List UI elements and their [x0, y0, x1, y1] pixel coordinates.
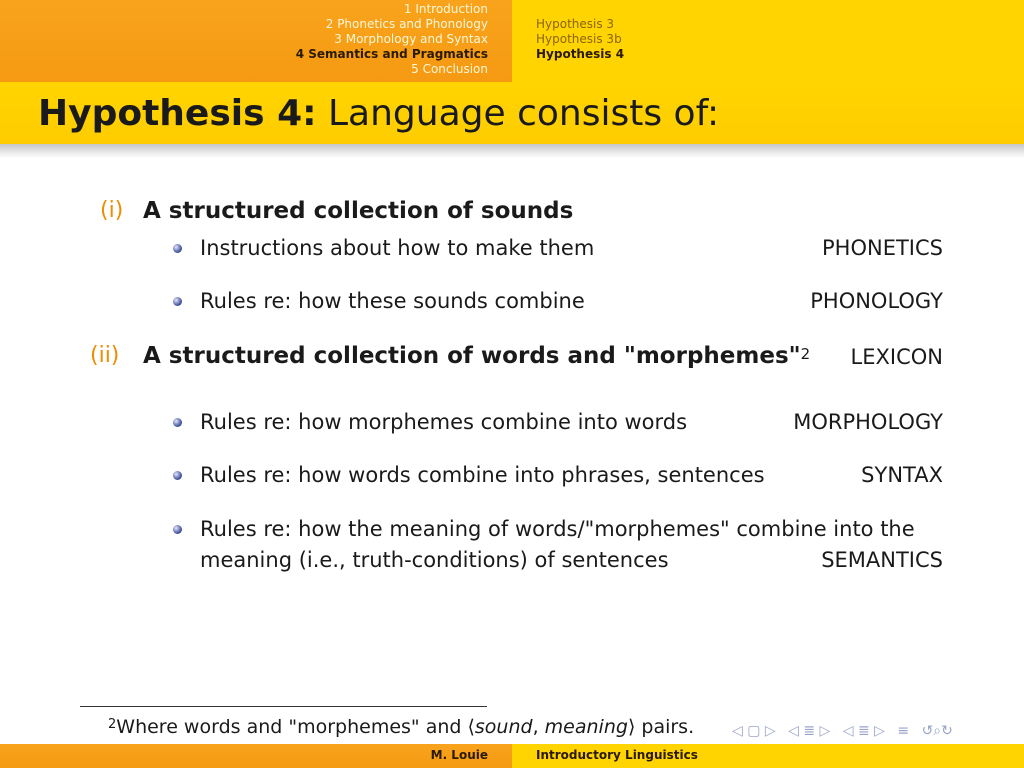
item-heading-words-text: A structured collection of words and "morphemes"	[143, 343, 801, 369]
enum-label-i: (i)	[100, 198, 124, 223]
footnote-number: 2	[108, 717, 117, 732]
bullet-icon	[173, 418, 182, 427]
footnote-meaning: meaning	[544, 716, 628, 738]
item-heading-words	[143, 343, 810, 369]
footnote-text-before: Where words and "morphemes" and ⟨	[116, 716, 475, 738]
item-heading-sounds: A structured collection of sounds	[143, 198, 574, 224]
enum-label-ii: (ii)	[90, 343, 120, 368]
nav-section-morphology[interactable]: 3 Morphology and Syntax	[334, 32, 488, 46]
section-nav-icon[interactable]: ◁ ≣ ▷	[842, 723, 885, 739]
footer-author-bar	[0, 744, 512, 768]
bullet-text-semantics-line2: meaning (i.e., truth-conditions) of sentences	[200, 548, 669, 572]
bullet-text-semantics-line1: Rules re: how the meaning of words/"morphemes" combine into the	[200, 517, 915, 541]
tag-syntax: SYNTAX	[861, 463, 943, 487]
section-navigation	[0, 0, 512, 82]
nav-subsection-hypothesis-3[interactable]: Hypothesis 3	[536, 17, 615, 31]
frame-nav-icon[interactable]: ◁ ▢ ▷	[732, 723, 776, 739]
nav-subsection-hypothesis-3b[interactable]: Hypothesis 3b	[536, 32, 622, 46]
header-navigation	[0, 0, 1024, 82]
align-icon[interactable]: ≡	[897, 723, 910, 739]
bullet-text-syntax: Rules re: how words combine into phrases, sentences	[200, 463, 765, 487]
title-shadow	[0, 144, 1024, 158]
tag-morphology: MORPHOLOGY	[793, 410, 943, 434]
footnote-text-after: ⟩ pairs.	[627, 716, 695, 738]
tag-phonetics: PHONETICS	[822, 236, 943, 260]
footer-author: M. Louie	[430, 748, 488, 762]
frame-title-lead: Hypothesis 4:	[38, 93, 317, 134]
prev-arrow-icon[interactable]: ◁ ≣ ▷	[788, 723, 831, 739]
tag-lexicon: LEXICON	[850, 345, 943, 369]
tag-semantics: SEMANTICS	[821, 548, 943, 572]
footer-course: Introductory Linguistics	[536, 748, 698, 762]
nav-subsection-hypothesis-4[interactable]: Hypothesis 4	[536, 47, 625, 61]
nav-section-introduction[interactable]: 1 Introduction	[403, 2, 488, 16]
bullet-icon	[173, 525, 182, 534]
bullet-icon	[173, 244, 182, 253]
nav-section-phonetics[interactable]: 2 Phonetics and Phonology	[325, 17, 488, 31]
bullet-icon	[173, 297, 182, 306]
nav-section-semantics[interactable]: 4 Semantics and Pragmatics	[295, 47, 488, 61]
footnote-mark[interactable]: 2	[800, 345, 811, 363]
footer-course-bar	[512, 744, 1024, 768]
subsection-navigation	[512, 0, 1024, 82]
nav-section-conclusion[interactable]: 5 Conclusion	[411, 62, 488, 76]
bullet-icon	[173, 471, 182, 480]
frame-title-rest: Language consists of:	[327, 93, 720, 134]
footnote	[108, 714, 694, 740]
navigation-symbols	[732, 722, 961, 740]
bullet-text-phonetics: Instructions about how to make them	[200, 236, 595, 260]
bullet-text-morphology: Rules re: how morphemes combine into words	[200, 410, 688, 434]
footnote-rule	[80, 706, 487, 707]
footnote-sound: sound	[474, 716, 533, 738]
bullet-text-phonology: Rules re: how these sounds combine	[200, 289, 585, 313]
footnote-comma: ,	[532, 716, 545, 738]
tag-phonology: PHONOLOGY	[810, 289, 943, 313]
search-loop-icon[interactable]: ↺⌕↻	[921, 723, 953, 739]
frame-title	[38, 94, 719, 134]
